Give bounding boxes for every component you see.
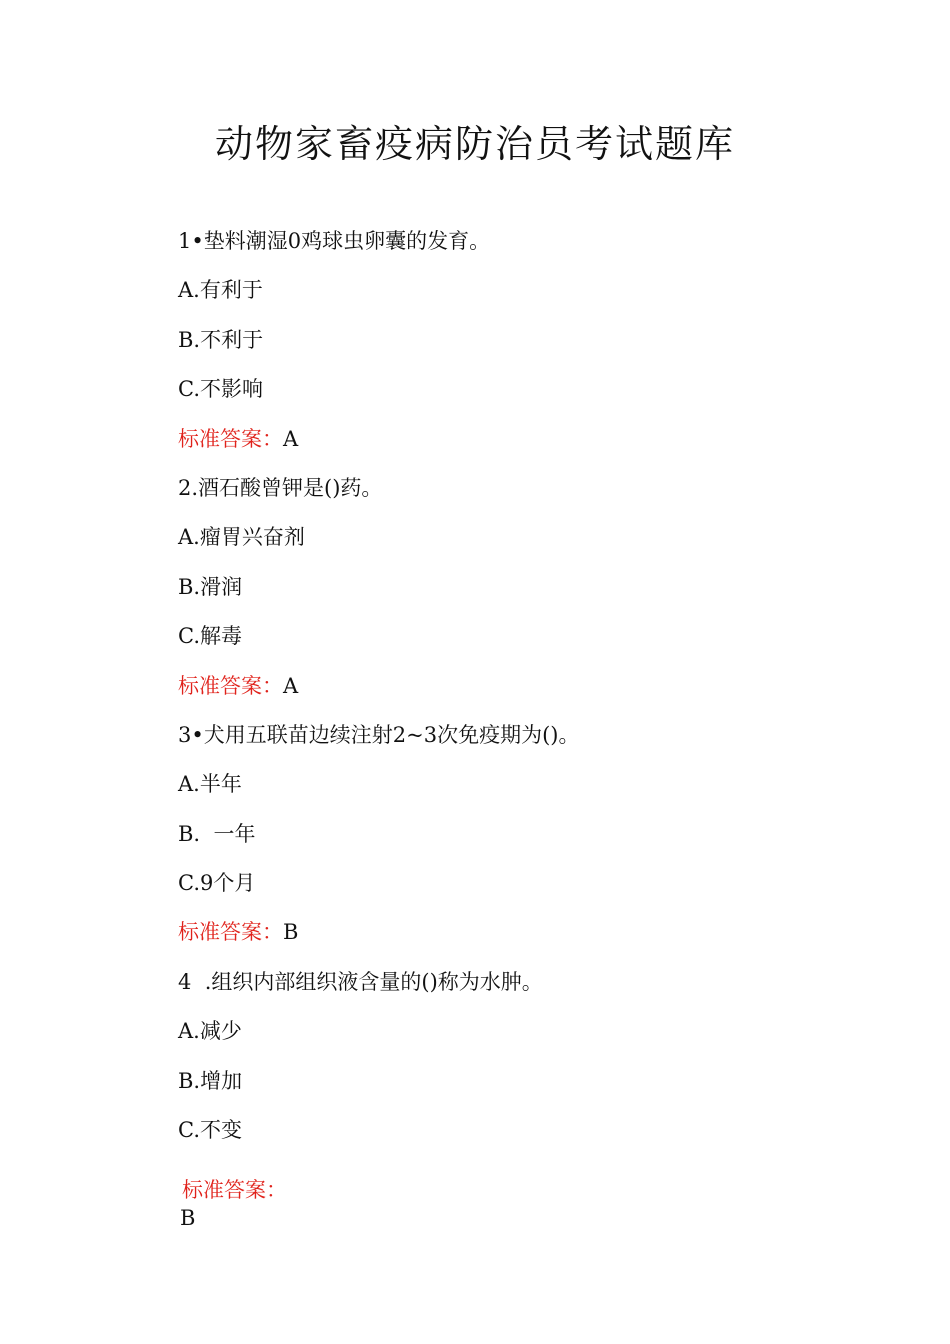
answer-label: 标准答案：: [178, 673, 283, 698]
answer-value: B: [180, 1206, 196, 1230]
option-b: B. 一年: [178, 821, 256, 846]
answer-value: A: [283, 673, 299, 698]
standard-answer: [178, 424, 898, 454]
option-a: A.瘤胃兴奋剂: [178, 525, 305, 550]
option-c: C.不影响: [178, 377, 263, 402]
option-a: A.减少: [178, 1019, 242, 1044]
option-a: A.半年: [178, 772, 242, 797]
standard-answer: [178, 671, 898, 701]
option-b: B.滑润: [178, 574, 243, 599]
answer-value: B: [283, 920, 299, 945]
question-stem: 1•垫料潮湿0鸡球虫卵囊的发育。: [178, 229, 491, 253]
page-title: 动物家畜疫病防治员考试题库: [214, 122, 735, 166]
option-c: C.不变: [178, 1118, 242, 1143]
question-stem: 4 .组织内部组织液含量的()称为水肿。: [178, 969, 543, 994]
answer-value: A: [283, 426, 299, 451]
answer-label: 标准答案：: [182, 1178, 287, 1202]
question-stem: 3•犬用五联苗边续注射2~3次免疫期为()。: [178, 722, 580, 747]
option-c: C.解毒: [178, 624, 242, 649]
option-c: C.9个月: [178, 871, 256, 896]
standard-answer: [178, 917, 898, 947]
question-list: [178, 226, 898, 1164]
option-b: B.增加: [178, 1068, 243, 1093]
standard-answer: [182, 1176, 287, 1232]
answer-label: 标准答案：: [178, 920, 283, 945]
option-a: A.有利于: [178, 278, 263, 303]
question-stem: 2.酒石酸曾钾是()药。: [178, 475, 383, 500]
option-b: B.不利于: [178, 327, 264, 352]
answer-label: 标准答案：: [178, 426, 283, 451]
